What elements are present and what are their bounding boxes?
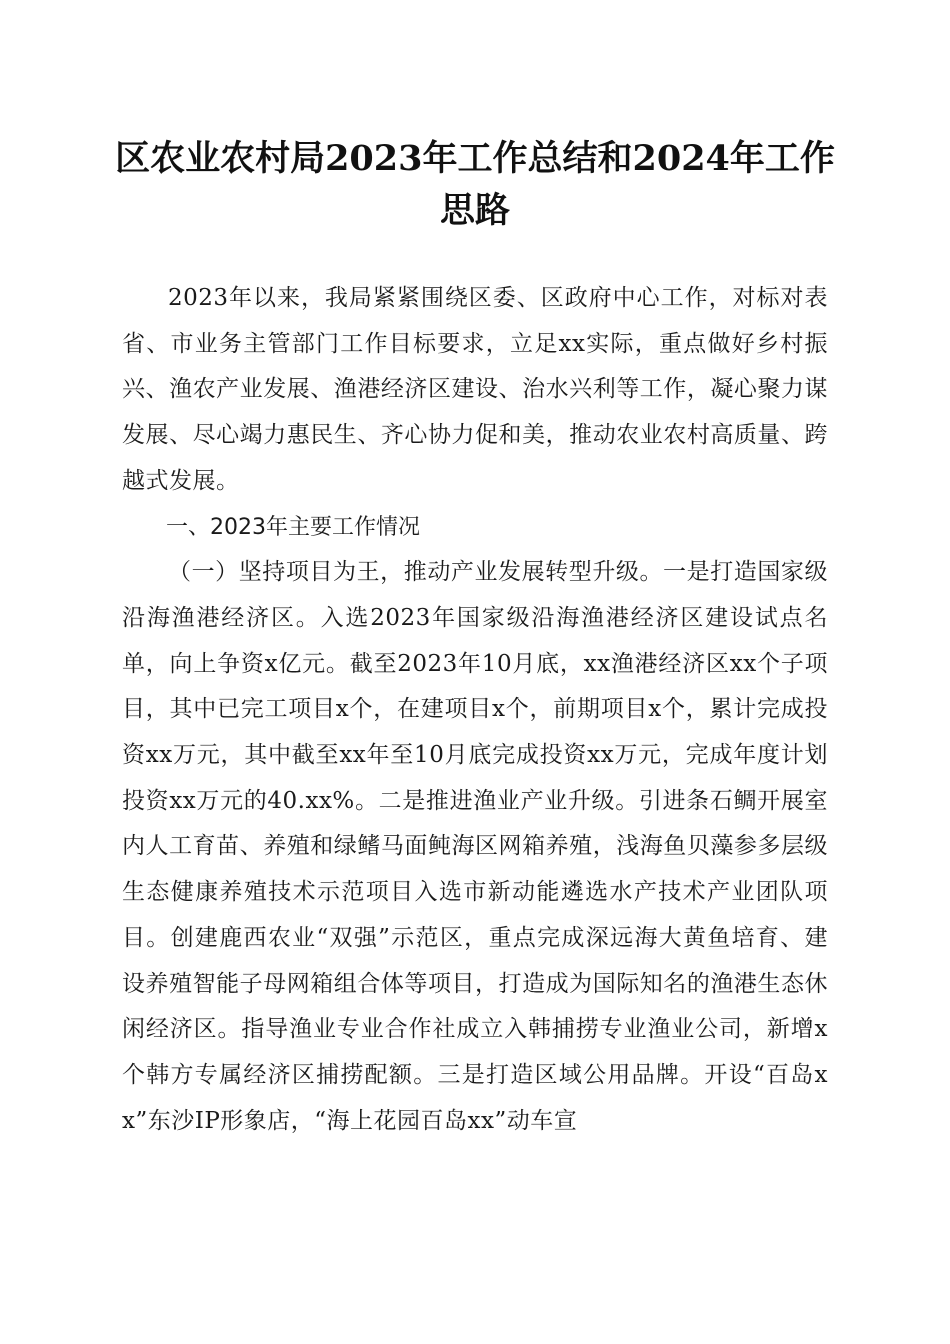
intro-paragraph: 2023年以来，我局紧紧围绕区委、区政府中心工作，对标对表省、市业务主管部门工作目标要求，立足xx实际，重点做好乡村振兴、渔农产业发展、渔港经济区建设、治水兴利等工作，凝心聚力谋发展、尽心竭力惠民生、齐心协力促和美，推动农业农村高质量、跨越式发展。 [122, 285, 828, 494]
document-body [122, 276, 828, 1144]
document-title: 区农业农村局2023年工作总结和2024年工作思路 [115, 138, 835, 231]
section-heading-1: 一、2023年主要工作情况 [166, 514, 420, 540]
section-1-paragraph-1: （一）坚持项目为王，推动产业发展转型升级。一是打造国家级沿海渔港经济区。入选2023年国家级沿海渔港经济区建设试点名单，向上争资x亿元。截至2023年10月底，xx渔港经济区xx个子项目，其中已完工项目x个，在建项目x个，前期项目x个，累计完成投资xx万元，其中截至xx年至10月底完成投资xx万元，完成年度计划投资xx万元的40.xx%。二是推进渔业产业升级。引进条石鲷开展室内人工育苗、养殖和绿鳍马面鲀海区网箱养殖，浅海鱼贝藻参多层级生态健康养殖技术示范项目入选市新动能遴选水产技术产业团队项目。创建鹿西农业“双强”示范区，重点完成深远海大黄鱼培育、建设养殖智能子母网箱组合体等项目，打造成为国际知名的渔港生态休闲经济区。指导渔业专业合作社成立入韩捕捞专业渔业公司，新增x个韩方专属经济区捕捞配额。三是打造区域公用品牌。开设“百岛xx”东沙IP形象店，“海上花园百岛xx”动车宣 [122, 559, 828, 1134]
